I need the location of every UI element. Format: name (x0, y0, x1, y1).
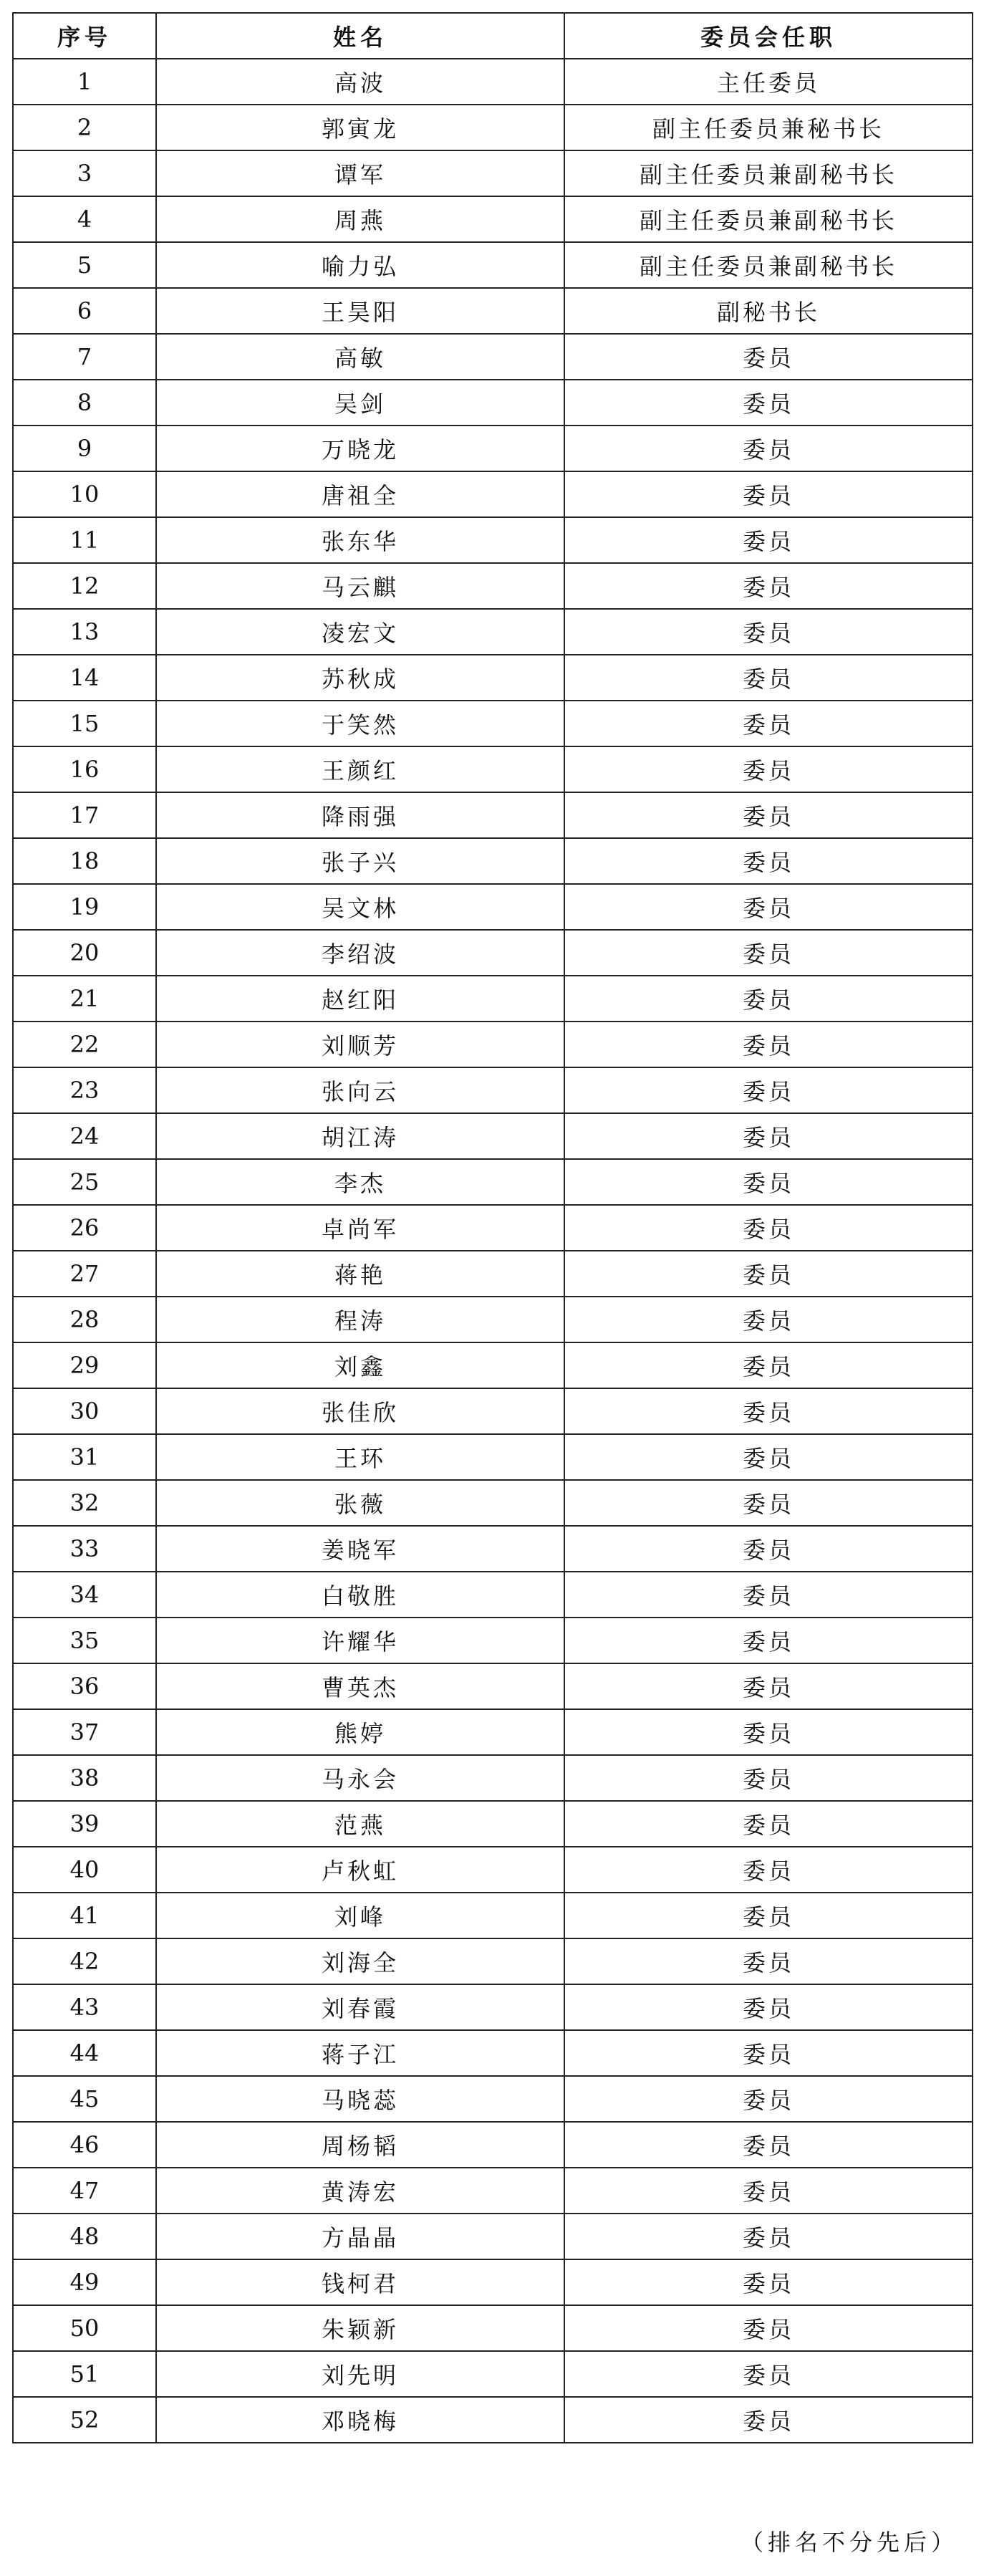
table-row (13, 930, 973, 976)
table-row (13, 2030, 973, 2076)
row-name: 周杨韬 (156, 2122, 564, 2168)
row-name: 熊婷 (156, 1709, 564, 1755)
row-name: 邓晓梅 (156, 2397, 564, 2443)
row-name: 刘顺芳 (156, 1022, 564, 1067)
row-index: 38 (13, 1755, 156, 1801)
row-name: 王环 (156, 1434, 564, 1480)
table-body (13, 59, 973, 2443)
table-row (13, 1938, 973, 1984)
table-row (13, 1709, 973, 1755)
row-name: 卓尚军 (156, 1205, 564, 1251)
row-index: 22 (13, 1022, 156, 1067)
row-index: 21 (13, 976, 156, 1022)
row-index: 3 (13, 150, 156, 196)
row-index: 36 (13, 1663, 156, 1709)
ranking-footnote: （排名不分先后） (740, 2529, 958, 2556)
row-role: 委员 (564, 2030, 973, 2076)
table-row (13, 1388, 973, 1434)
row-name: 赵红阳 (156, 976, 564, 1022)
row-index: 35 (13, 1618, 156, 1663)
row-name: 钱柯君 (156, 2259, 564, 2305)
table-row (13, 1755, 973, 1801)
row-role: 委员 (564, 1572, 973, 1618)
row-index: 37 (13, 1709, 156, 1755)
row-index: 50 (13, 2305, 156, 2351)
row-name: 范燕 (156, 1801, 564, 1847)
row-index: 48 (13, 2214, 156, 2259)
table-row (13, 1847, 973, 1893)
row-name: 胡江涛 (156, 1113, 564, 1159)
table-header-row (13, 13, 973, 59)
row-role: 委员 (564, 1709, 973, 1755)
row-role: 委员 (564, 1755, 973, 1801)
row-name: 马晓蕊 (156, 2076, 564, 2122)
table-row (13, 1572, 973, 1618)
row-role: 副秘书长 (564, 288, 973, 334)
row-name: 蒋艳 (156, 1251, 564, 1297)
row-name: 马永会 (156, 1755, 564, 1801)
row-name: 朱颖新 (156, 2305, 564, 2351)
row-index: 18 (13, 838, 156, 884)
row-index: 26 (13, 1205, 156, 1251)
member-table (12, 12, 973, 2443)
table-row (13, 288, 973, 334)
table-row (13, 655, 973, 701)
row-role: 委员 (564, 1342, 973, 1388)
row-index: 19 (13, 884, 156, 930)
table-row (13, 2122, 973, 2168)
table-row (13, 884, 973, 930)
row-role: 委员 (564, 1984, 973, 2030)
row-role: 委员 (564, 2305, 973, 2351)
row-index: 1 (13, 59, 156, 105)
row-name: 黄涛宏 (156, 2168, 564, 2214)
table-row (13, 1342, 973, 1388)
row-index: 9 (13, 426, 156, 471)
table-row (13, 1205, 973, 1251)
row-name: 降雨强 (156, 792, 564, 838)
table-row (13, 517, 973, 563)
row-name: 王颜红 (156, 746, 564, 792)
row-index: 33 (13, 1526, 156, 1572)
row-name: 苏秋成 (156, 655, 564, 701)
row-index: 42 (13, 1938, 156, 1984)
row-index: 40 (13, 1847, 156, 1893)
row-index: 20 (13, 930, 156, 976)
row-role: 委员 (564, 517, 973, 563)
row-role: 委员 (564, 426, 973, 471)
row-role: 委员 (564, 1938, 973, 1984)
table-row (13, 1113, 973, 1159)
table-row (13, 1022, 973, 1067)
row-role: 委员 (564, 884, 973, 930)
row-index: 52 (13, 2397, 156, 2443)
row-name: 谭军 (156, 150, 564, 196)
row-role: 委员 (564, 1067, 973, 1113)
row-name: 白敬胜 (156, 1572, 564, 1618)
row-index: 24 (13, 1113, 156, 1159)
row-role: 委员 (564, 1022, 973, 1067)
table-row (13, 59, 973, 105)
table-row (13, 2259, 973, 2305)
table-row (13, 380, 973, 426)
row-index: 46 (13, 2122, 156, 2168)
row-name: 蒋子江 (156, 2030, 564, 2076)
table-row (13, 1297, 973, 1342)
row-role: 委员 (564, 701, 973, 746)
row-role: 委员 (564, 1480, 973, 1526)
row-name: 方晶晶 (156, 2214, 564, 2259)
table-row (13, 1251, 973, 1297)
row-index: 17 (13, 792, 156, 838)
row-role: 委员 (564, 2168, 973, 2214)
row-role: 委员 (564, 792, 973, 838)
table-row (13, 792, 973, 838)
row-role: 委员 (564, 334, 973, 380)
row-role: 委员 (564, 1297, 973, 1342)
row-role: 委员 (564, 1526, 973, 1572)
row-role: 委员 (564, 609, 973, 655)
row-index: 11 (13, 517, 156, 563)
row-name: 李绍波 (156, 930, 564, 976)
row-index: 4 (13, 196, 156, 242)
row-index: 31 (13, 1434, 156, 1480)
row-index: 13 (13, 609, 156, 655)
row-role: 委员 (564, 976, 973, 1022)
row-index: 8 (13, 380, 156, 426)
row-index: 39 (13, 1801, 156, 1847)
row-index: 41 (13, 1893, 156, 1938)
row-index: 25 (13, 1159, 156, 1205)
row-name: 刘鑫 (156, 1342, 564, 1388)
table-row (13, 242, 973, 288)
row-role: 委员 (564, 930, 973, 976)
row-name: 王昊阳 (156, 288, 564, 334)
row-index: 49 (13, 2259, 156, 2305)
table-row (13, 746, 973, 792)
header-role: 委员会任职 (564, 13, 973, 59)
table-row (13, 838, 973, 884)
row-index: 29 (13, 1342, 156, 1388)
row-name: 吴剑 (156, 380, 564, 426)
row-role: 委员 (564, 1434, 973, 1480)
table-row (13, 2397, 973, 2443)
row-role: 委员 (564, 838, 973, 884)
row-index: 28 (13, 1297, 156, 1342)
table-row (13, 150, 973, 196)
row-role: 委员 (564, 2076, 973, 2122)
row-name: 吴文林 (156, 884, 564, 930)
table-row (13, 1067, 973, 1113)
row-index: 16 (13, 746, 156, 792)
table-row (13, 976, 973, 1022)
row-index: 51 (13, 2351, 156, 2397)
row-name: 张东华 (156, 517, 564, 563)
row-role: 委员 (564, 1663, 973, 1709)
row-role: 委员 (564, 1801, 973, 1847)
row-name: 高波 (156, 59, 564, 105)
row-role: 委员 (564, 1388, 973, 1434)
table-row (13, 334, 973, 380)
row-role: 副主任委员兼秘书长 (564, 105, 973, 150)
table-row (13, 1893, 973, 1938)
table-row (13, 563, 973, 609)
table-row (13, 1618, 973, 1663)
table-row (13, 701, 973, 746)
row-index: 43 (13, 1984, 156, 2030)
row-name: 刘春霞 (156, 1984, 564, 2030)
table-row (13, 1159, 973, 1205)
table-row (13, 2168, 973, 2214)
row-name: 许耀华 (156, 1618, 564, 1663)
table-row (13, 1801, 973, 1847)
table-row (13, 105, 973, 150)
table-row (13, 426, 973, 471)
table-row (13, 2351, 973, 2397)
table-row (13, 2214, 973, 2259)
row-role: 委员 (564, 563, 973, 609)
row-name: 于笑然 (156, 701, 564, 746)
row-name: 刘先明 (156, 2351, 564, 2397)
row-index: 6 (13, 288, 156, 334)
row-name: 唐祖全 (156, 471, 564, 517)
row-index: 30 (13, 1388, 156, 1434)
row-name: 马云麒 (156, 563, 564, 609)
row-role: 委员 (564, 2259, 973, 2305)
row-role: 委员 (564, 1205, 973, 1251)
table-row (13, 609, 973, 655)
row-role: 委员 (564, 1847, 973, 1893)
row-index: 44 (13, 2030, 156, 2076)
row-role: 委员 (564, 1251, 973, 1297)
header-name: 姓名 (156, 13, 564, 59)
row-name: 万晓龙 (156, 426, 564, 471)
row-name: 张薇 (156, 1480, 564, 1526)
table-row (13, 2076, 973, 2122)
table-row (13, 196, 973, 242)
row-role: 副主任委员兼副秘书长 (564, 196, 973, 242)
row-role: 委员 (564, 2351, 973, 2397)
row-index: 12 (13, 563, 156, 609)
table-row (13, 471, 973, 517)
row-name: 高敏 (156, 334, 564, 380)
row-index: 14 (13, 655, 156, 701)
row-index: 23 (13, 1067, 156, 1113)
row-index: 15 (13, 701, 156, 746)
row-index: 10 (13, 471, 156, 517)
row-index: 5 (13, 242, 156, 288)
row-role: 委员 (564, 1618, 973, 1663)
row-name: 程涛 (156, 1297, 564, 1342)
row-role: 副主任委员兼副秘书长 (564, 150, 973, 196)
row-name: 曹英杰 (156, 1663, 564, 1709)
row-role: 委员 (564, 746, 973, 792)
row-name: 姜晓军 (156, 1526, 564, 1572)
row-name: 张子兴 (156, 838, 564, 884)
table-row (13, 1526, 973, 1572)
row-name: 郭寅龙 (156, 105, 564, 150)
row-role: 委员 (564, 2122, 973, 2168)
row-index: 2 (13, 105, 156, 150)
row-name: 刘峰 (156, 1893, 564, 1938)
row-index: 7 (13, 334, 156, 380)
row-name: 喻力弘 (156, 242, 564, 288)
row-index: 32 (13, 1480, 156, 1526)
row-role: 委员 (564, 2214, 973, 2259)
row-name: 刘海全 (156, 1938, 564, 1984)
row-role: 委员 (564, 1113, 973, 1159)
row-role: 委员 (564, 380, 973, 426)
table-row (13, 1434, 973, 1480)
table-row (13, 1663, 973, 1709)
row-role: 委员 (564, 1893, 973, 1938)
row-name: 周燕 (156, 196, 564, 242)
row-name: 张向云 (156, 1067, 564, 1113)
row-index: 47 (13, 2168, 156, 2214)
row-role: 委员 (564, 2397, 973, 2443)
row-name: 卢秋虹 (156, 1847, 564, 1893)
row-role: 副主任委员兼副秘书长 (564, 242, 973, 288)
table-row (13, 1480, 973, 1526)
row-role: 主任委员 (564, 59, 973, 105)
row-role: 委员 (564, 471, 973, 517)
table-row (13, 1984, 973, 2030)
row-role: 委员 (564, 1159, 973, 1205)
row-role: 委员 (564, 655, 973, 701)
header-index: 序号 (13, 13, 156, 59)
row-index: 45 (13, 2076, 156, 2122)
row-name: 张佳欣 (156, 1388, 564, 1434)
row-index: 27 (13, 1251, 156, 1297)
table-row (13, 2305, 973, 2351)
row-index: 34 (13, 1572, 156, 1618)
row-name: 凌宏文 (156, 609, 564, 655)
row-name: 李杰 (156, 1159, 564, 1205)
